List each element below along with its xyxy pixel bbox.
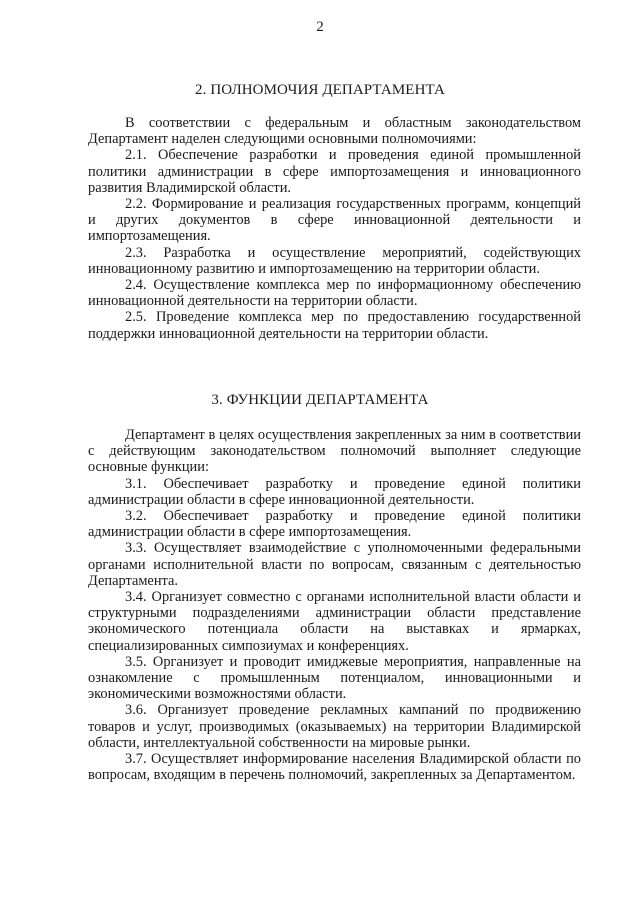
section-3-item-3-3: 3.3. Осуществляет взаимодействие с уполномоченными федеральными органами исполнительной власти по вопросам, связанным с деятельностью Департамента.	[88, 540, 581, 589]
section-2-item-2-1: 2.1. Обеспечение разработки и проведения единой промышленной политики администрации в сфере импортозамещения и инновационного развития Владимирской области.	[88, 147, 581, 196]
page-number: 2	[316, 19, 324, 35]
section-3-item-3-1: 3.1. Обеспечивает разработку и проведение единой политики администрации области в сфере инновационной деятельности.	[88, 475, 581, 508]
section-3-item-3-5: 3.5. Организует и проводит имиджевые мероприятия, направленные на ознакомление с промышленным потенциалом, инновационными и экономическими возможностями области.	[88, 653, 581, 703]
section-3-intro: Департамент в целях осуществления закрепленных за ним в соответствии с действующим законодательством полномочий выполняет следующие основные функции:	[88, 427, 581, 476]
section-3-item-3-4: 3.4. Организует совместно с органами исполнительной власти области и структурными подразделениями администрации области представление экономического потенциала области на выставках и ярмарках, специализированных симпозиумах и конференциях.	[88, 589, 581, 654]
section-3-heading: 3. ФУНКЦИИ ДЕПАРТАМЕНТА	[211, 392, 429, 408]
section-2-item-2-3: 2.3. Разработка и осуществление мероприятий, содействующих инновационному развитию и импортозамещению на территории области.	[88, 244, 581, 277]
section-2-item-2-4: 2.4. Осуществление комплекса мер по информационному обеспечению инновационной деятельности на территории области.	[88, 277, 581, 310]
section-3-item-3-2: 3.2. Обеспечивает разработку и проведение единой политики администрации области в сфере импортозамещения.	[88, 508, 581, 541]
section-3-body	[88, 427, 581, 783]
section-2-heading: 2. ПОЛНОМОЧИЯ ДЕПАРТАМЕНТА	[195, 82, 445, 98]
section-2-intro: В соответствии с федеральным и областным законодательством Департамент наделен следующими основными полномочиями:	[88, 115, 581, 148]
section-2-item-2-2: 2.2. Формирование и реализация государственных программ, концепций и других документов в сфере инновационной деятельности и импортозамещения.	[88, 196, 581, 245]
section-2-body	[88, 115, 581, 342]
section-2-item-2-5: 2.5. Проведение комплекса мер по предоставлению государственной поддержки инновационной деятельности на территории области.	[88, 309, 581, 342]
section-3-item-3-6: 3.6. Организует проведение рекламных кампаний по продвижению товаров и услуг, производимых (оказываемых) на территории Владимирской области, интеллектуальной собственности на мировые рынки.	[88, 702, 581, 751]
section-3-item-3-7: 3.7. Осуществляет информирование населения Владимирской области по вопросам, входящим в перечень полномочий, закрепленных за Департаментом.	[88, 751, 581, 784]
